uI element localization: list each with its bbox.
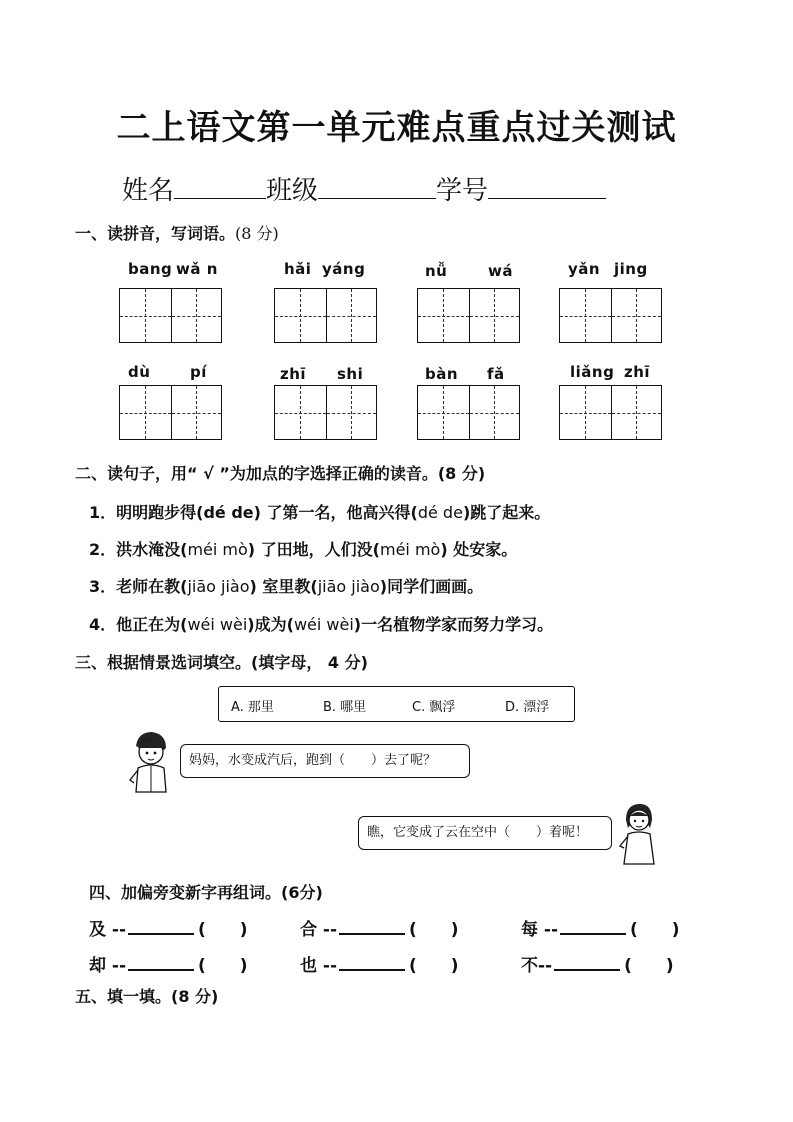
pinyin-8b: zhī (624, 363, 651, 381)
pinyin-3a: nǚ (425, 262, 448, 280)
name-field[interactable] (174, 172, 266, 199)
fill-item-4: 却 -- ( ) (89, 951, 248, 976)
pinyin-3b: wá (488, 262, 513, 280)
pinyin-1a: bang (128, 260, 173, 278)
writing-grid-6[interactable] (274, 385, 377, 440)
fill-item-1: 及 -- ( ) (89, 915, 248, 940)
name-label: 姓名 (122, 176, 175, 206)
section-3-heading: 三、根据情景选词填空。(填字母， 4 分) (75, 653, 368, 672)
option-d: D. 漂浮 (505, 700, 550, 715)
page-title: 二上语文第一单元难点重点过关测试 (116, 108, 677, 148)
pinyin-6b: shi (337, 365, 364, 383)
fill-item-3: 每 -- ( ) (521, 915, 680, 940)
pinyin-7b: fǎ (487, 365, 505, 383)
pinyin-8a: liǎng (570, 363, 615, 381)
question-2-1: 1．明明跑步得(dé de) 了第一名，他高兴得(dé de)跳了起来。 (89, 503, 551, 522)
answer-blank[interactable] (339, 951, 405, 971)
boy-illustration (126, 728, 174, 794)
word-options-box (218, 686, 575, 722)
question-2-3: 3．老师在教(jiāo jiào) 室里教(jiāo jiào)同学们画画。 (89, 577, 484, 596)
pinyin-7a: bàn (425, 365, 459, 383)
student-info (122, 170, 606, 207)
answer-blank[interactable] (128, 915, 194, 935)
fill-item-6: 不-- ( ) (521, 951, 674, 976)
section-5-heading: 五、填一填。(8 分) (75, 987, 219, 1006)
answer-blank[interactable] (128, 951, 194, 971)
writing-grid-4[interactable] (559, 288, 662, 343)
writing-grid-2[interactable] (274, 288, 377, 343)
option-a: A. 那里 (231, 700, 274, 715)
option-b: B. 哪里 (323, 700, 367, 715)
section-1-heading: 一、读拼音，写词语。(8 分) (75, 224, 279, 243)
number-label: 学号 (436, 176, 489, 206)
fill-item-2: 合 -- ( ) (300, 915, 459, 940)
fill-item-5: 也 -- ( ) (300, 951, 459, 976)
class-label: 班级 (266, 176, 319, 206)
pinyin-2a: hǎi (284, 260, 312, 278)
answer-blank[interactable] (554, 951, 620, 971)
pinyin-6a: zhī (280, 365, 307, 383)
pinyin-4b: jing (614, 260, 648, 278)
answer-blank[interactable] (560, 915, 626, 935)
speech-bubble-boy: 妈妈，水变成汽后，跑到（ ）去了呢？ (180, 744, 470, 778)
pinyin-4a: yǎn (568, 260, 601, 278)
writing-grid-1[interactable] (119, 288, 222, 343)
pinyin-5a: dù (128, 363, 151, 381)
girl-illustration (618, 800, 660, 866)
question-2-4: 4．他正在为(wéi wèi)成为(wéi wèi)一名植物学家而努力学习。 (89, 615, 554, 634)
writing-grid-7[interactable] (417, 385, 520, 440)
writing-grid-3[interactable] (417, 288, 520, 343)
speech-bubble-girl: 瞧，它变成了云在空中（ ）着呢！ (358, 816, 612, 850)
section-4-heading: 四、加偏旁变新字再组词。(6分) (89, 883, 323, 902)
section-2-heading: 二、读句子，用“ √ ”为加点的字选择正确的读音。(8 分) (75, 464, 486, 483)
pinyin-1b: wǎ n (176, 260, 218, 278)
writing-grid-8[interactable] (559, 385, 662, 440)
number-field[interactable] (488, 172, 606, 199)
question-2-2: 2．洪水淹没(méi mò) 了田地，人们没(méi mò) 处安家。 (89, 540, 518, 559)
pinyin-2b: yáng (322, 260, 366, 278)
pinyin-5b: pí (190, 363, 207, 381)
class-field[interactable] (318, 172, 436, 199)
option-c: C. 飘浮 (412, 700, 456, 715)
answer-blank[interactable] (339, 915, 405, 935)
writing-grid-5[interactable] (119, 385, 222, 440)
